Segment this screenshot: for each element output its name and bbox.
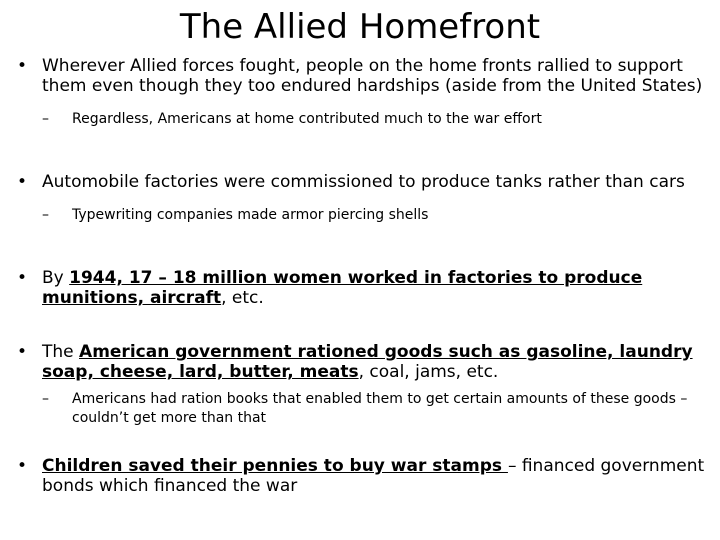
sub-bullet-dash: – — [42, 207, 49, 223]
bullet-dot: • — [16, 342, 28, 362]
sub-bullet-dash: – — [42, 111, 49, 127]
bullet-1 — [12, 56, 712, 96]
bullet-dot: • — [16, 172, 28, 192]
bullet-group-2 — [12, 172, 712, 225]
bullet-3 — [12, 268, 712, 308]
bullet-group-3 — [12, 268, 712, 308]
sub-bullet-4-1 — [12, 390, 712, 428]
bullet-3-post: , etc. — [221, 288, 264, 308]
sub-bullet-1-1 — [12, 110, 712, 129]
bullet-4-post: , coal, jams, etc. — [358, 362, 499, 382]
bullet-dot: • — [16, 268, 28, 288]
slide-title: The Allied Homefront — [179, 7, 541, 47]
bullet-5-post: – financed government bonds which financed the war — [42, 456, 705, 496]
bullet-group-1 — [12, 56, 712, 129]
bullet-2 — [12, 172, 712, 192]
bullet-3-emphasis: 1944, 17 – 18 million women worked in factories to produce munitions, aircraft — [42, 268, 643, 308]
bullet-3-pre: By — [42, 268, 70, 288]
sub-bullet-1-1-text: Regardless, Americans at home contributed much to the war effort — [72, 111, 542, 127]
sub-bullet-4-1-text: Americans had ration books that enabled them to get certain amounts of these goods – couldn’t get more than that — [72, 391, 688, 426]
bullet-1-text: Wherever Allied forces fought, people on the home fronts rallied to support them even though they too endured hardships (aside from the United States) — [42, 56, 703, 96]
bullet-group-5 — [12, 456, 712, 496]
sub-bullet-dash: – — [42, 391, 49, 407]
bullet-dot: • — [16, 56, 28, 76]
bullet-5-emphasis: Children saved their pennies to buy war stamps — [42, 456, 508, 476]
bullet-4 — [12, 342, 712, 382]
bullet-2-text: Automobile factories were commissioned to produce tanks rather than cars — [42, 172, 685, 192]
bullet-4-emphasis: American government rationed goods such as gasoline, laundry soap, cheese, lard, butter, meats — [42, 342, 693, 382]
bullet-4-pre: The — [42, 342, 80, 362]
sub-bullet-2-1-text: Typewriting companies made armor piercing shells — [72, 207, 429, 223]
bullet-group-4 — [12, 342, 712, 428]
bullet-5 — [12, 456, 712, 496]
sub-bullet-2-1 — [12, 206, 712, 225]
bullet-dot: • — [16, 456, 28, 476]
